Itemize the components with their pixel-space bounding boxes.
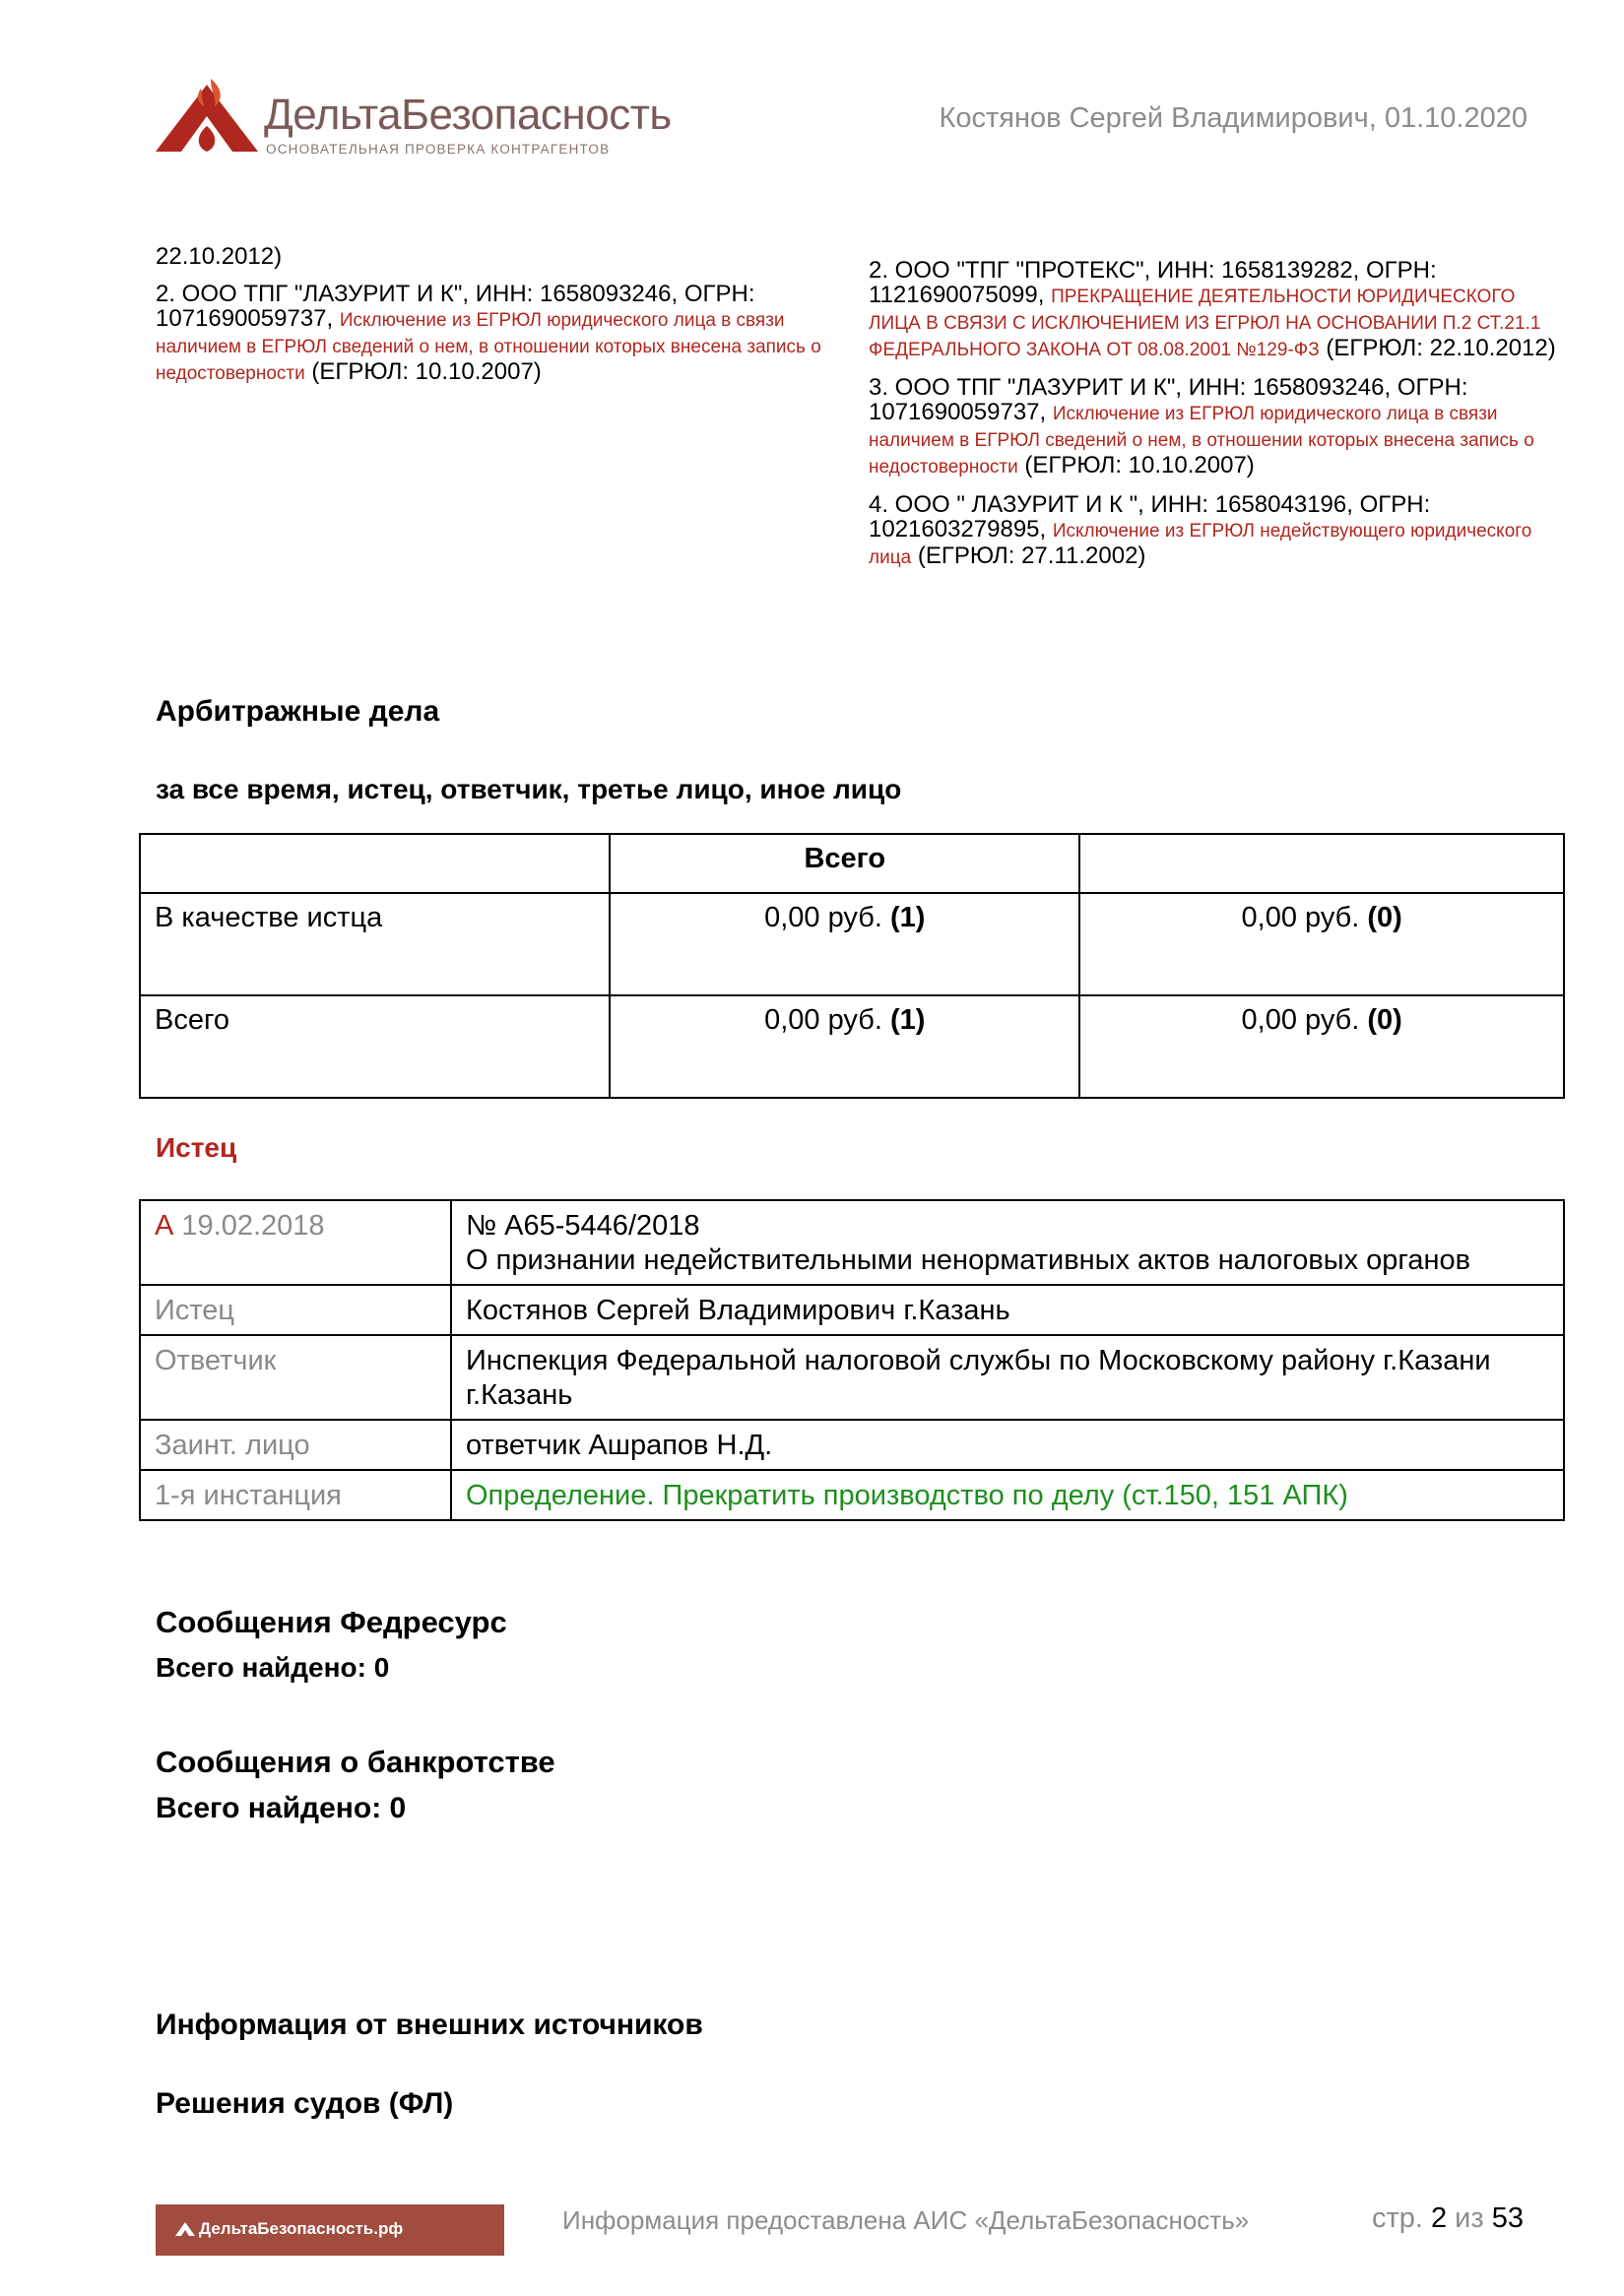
case-title-cell <box>451 1200 1564 1285</box>
related-companies-right <box>869 258 1558 583</box>
company-status: Исключение из ЕГРЮЛ юридического лица в связи наличием в ЕГРЮЛ сведений о нем, в отношении которых внесена запись о недостоверности <box>156 310 821 384</box>
list-item <box>156 282 845 386</box>
section-title-bankruptcy: Сообщения о банкротстве <box>156 1745 555 1779</box>
section-title-fedresurs: Сообщения Федресурс <box>156 1605 507 1639</box>
company-source: (ЕГРЮЛ: 10.10.2007) <box>1017 452 1255 478</box>
list-item <box>869 492 1558 570</box>
table-header-cell <box>140 834 610 893</box>
page-current: 2 <box>1430 2202 1448 2234</box>
table-row <box>140 1335 1564 1420</box>
page-counter <box>1372 2202 1524 2235</box>
case-marker: А <box>155 1210 174 1242</box>
company-info: 2. ООО ТПГ "ЛАЗУРИТ И К", ИНН: 1658093246, ОГРН: 1071690059737, <box>156 281 755 332</box>
section-title-plaintiff: Истец <box>156 1132 237 1163</box>
table-header-cell: Всего <box>610 834 1079 893</box>
count-value: (1) <box>889 1004 926 1036</box>
report-subject: Костянов Сергей Владимирович, 01.10.2020 <box>939 102 1527 134</box>
company-status: Исключение из ЕГРЮЛ недействующего юридического лица <box>869 521 1532 568</box>
case-subject: О признании недействительными ненормативных актов налоговых органов <box>466 1244 1471 1276</box>
count-value: (0) <box>1367 1004 1402 1036</box>
sum-value: 0,00 руб. <box>764 1004 882 1036</box>
table-header-row <box>140 834 1564 893</box>
case-number: № А65-5446/2018 <box>466 1210 700 1242</box>
count-value: (1) <box>889 902 926 933</box>
company-status: ПРЕКРАЩЕНИЕ ДЕЯТЕЛЬНОСТИ ЮРИДИЧЕСКОГО ЛИЦА В СВЯЗИ С ИСКЛЮЧЕНИЕМ ИЗ ЕГРЮЛ НА ОСНОВАНИИ П.2 СТ.21.1 ФЕДЕРАЛЬНОГО ЗАКОНА ОТ 08.08.2001 №129-ФЗ <box>869 287 1541 360</box>
field-key: Истец <box>140 1285 451 1335</box>
field-key: Заинт. лицо <box>140 1420 451 1470</box>
footer-site-badge[interactable] <box>156 2204 504 2256</box>
logo-tagline: ОСНОВАТЕЛЬНАЯ ПРОВЕРКА КОНТРАГЕНТОВ <box>266 142 611 157</box>
company-status: Исключение из ЕГРЮЛ юридического лица в связи наличием в ЕГРЮЛ сведений о нем, в отношении которых внесена запись о недостоверности <box>869 404 1534 478</box>
logo-name: ДельтаБезопасность <box>264 91 672 139</box>
sum-cell <box>610 995 1079 1098</box>
footer-site-name: ДельтаБезопасность.рф <box>199 2219 404 2238</box>
section-title-arbitration: Арбитражные дела <box>156 695 440 728</box>
company-info: 3. ООО ТПГ "ЛАЗУРИТ И К", ИНН: 1658093246, ОГРН: 1071690059737, <box>869 374 1468 425</box>
page-total: 53 <box>1491 2202 1524 2234</box>
table-row <box>140 1470 1564 1520</box>
table-row <box>140 1200 1564 1285</box>
company-source: (ЕГРЮЛ: 10.10.2007) <box>304 358 542 385</box>
sum-cell <box>610 893 1079 995</box>
company-source: (ЕГРЮЛ: 27.11.2002) <box>911 542 1146 569</box>
row-label: В качестве истца <box>140 893 610 995</box>
case-table <box>139 1199 1565 1521</box>
list-item <box>869 258 1558 362</box>
case-date: 19.02.2018 <box>173 1210 325 1242</box>
section-title-court-decisions: Решения судов (ФЛ) <box>156 2087 454 2120</box>
field-value: Инспекция Федеральной налоговой службы по Московскому району г.Казани г.Казань <box>451 1335 1564 1420</box>
case-date-cell <box>140 1200 451 1285</box>
company-info: 4. ООО " ЛАЗУРИТ И К ", ИНН: 1658043196, ОГРН: 1021603279895, <box>869 491 1431 542</box>
section-subtitle-arbitration: за все время, истец, ответчик, третье лицо, иное лицо <box>156 774 902 804</box>
sum-cell <box>1079 893 1564 995</box>
field-key: Ответчик <box>140 1335 451 1420</box>
company-source: (ЕГРЮЛ: 22.10.2012) <box>1319 335 1556 361</box>
related-companies-left <box>156 244 845 399</box>
fedresurs-count: Всего найдено: 0 <box>156 1652 390 1683</box>
page-separator: из <box>1447 2202 1492 2234</box>
flame-logo-icon <box>156 77 264 158</box>
table-row <box>140 995 1564 1098</box>
company-info: 2. ООО "ТПГ "ПРОТЕКС", ИНН: 1658139282, ОГРН: 1121690075099, <box>869 257 1437 308</box>
arbitration-summary-table <box>139 833 1565 1099</box>
sum-value: 0,00 руб. <box>1241 902 1360 933</box>
sum-value: 0,00 руб. <box>764 902 882 933</box>
count-value: (0) <box>1367 902 1402 933</box>
row-label: Всего <box>140 995 610 1098</box>
table-header-cell <box>1079 834 1564 893</box>
instance-result: Определение. Прекратить производство по делу (ст.150, 151 АПК) <box>451 1470 1564 1520</box>
section-title-external: Информация от внешних источников <box>156 2009 703 2041</box>
table-row <box>140 1420 1564 1470</box>
list-item-tail: 22.10.2012) <box>156 243 283 270</box>
sum-cell <box>1079 995 1564 1098</box>
field-value: Костянов Сергей Владимирович г.Казань <box>451 1285 1564 1335</box>
sum-value: 0,00 руб. <box>1241 1004 1360 1036</box>
list-item <box>869 375 1558 479</box>
bankruptcy-count: Всего найдено: 0 <box>156 1792 407 1824</box>
table-row <box>140 1285 1564 1335</box>
field-key: 1-я инстанция <box>140 1470 451 1520</box>
page-prefix: стр. <box>1371 2202 1431 2234</box>
table-row <box>140 893 1564 995</box>
flame-logo-icon <box>175 2221 195 2237</box>
field-value: ответчик Ашрапов Н.Д. <box>451 1420 1564 1470</box>
footer-info: Информация предоставлена АИС «ДельтаБезопасность» <box>562 2205 1250 2235</box>
